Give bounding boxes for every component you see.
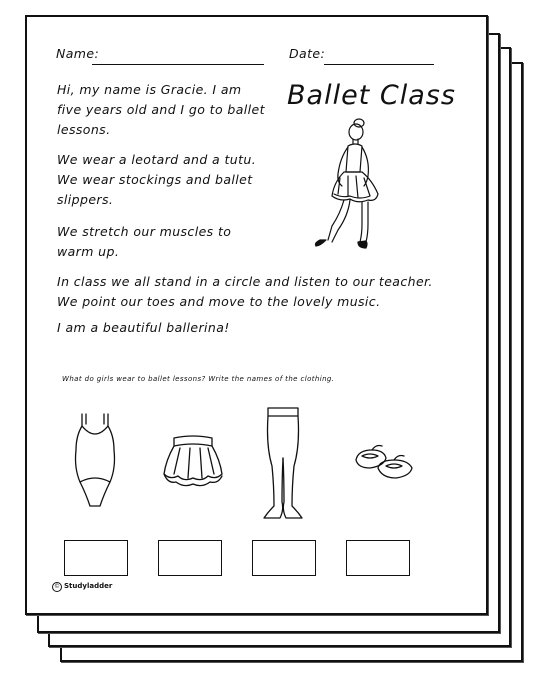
studyladder-logo-text: Studyladder bbox=[64, 582, 113, 590]
answer-box-4[interactable] bbox=[346, 540, 410, 576]
name-label: Name: bbox=[56, 46, 100, 61]
paragraph-line: I am a beautiful ballerina! bbox=[57, 320, 230, 335]
paragraph-line: We wear stockings and ballet bbox=[57, 172, 253, 187]
question-text: What do girls wear to ballet lessons? Write the names of the clothing. bbox=[62, 375, 335, 383]
paragraph-line: We wear a leotard and a tutu. bbox=[57, 152, 257, 167]
paragraph-line: We point our toes and move to the lovely music. bbox=[57, 294, 381, 309]
date-label: Date: bbox=[289, 46, 326, 61]
paragraph-line: five years old and I go to ballet bbox=[57, 102, 265, 117]
name-field-line[interactable] bbox=[92, 64, 264, 65]
ballet-slippers-icon bbox=[352, 442, 416, 482]
ballerina-illustration-icon bbox=[310, 116, 390, 256]
stockings-icon bbox=[258, 406, 308, 522]
paragraph-line: Hi, my name is Gracie. I am bbox=[57, 82, 242, 97]
tutu-icon bbox=[160, 434, 226, 490]
paragraph-line: We stretch our muscles to bbox=[57, 224, 232, 239]
paragraph-line: lessons. bbox=[57, 122, 111, 137]
paragraph-line: warm up. bbox=[57, 244, 120, 259]
paragraph-line: In class we all stand in a circle and listen to our teacher. bbox=[57, 274, 433, 289]
paragraph-line: slippers. bbox=[57, 192, 114, 207]
answer-box-3[interactable] bbox=[252, 540, 316, 576]
answer-box-2[interactable] bbox=[158, 540, 222, 576]
page-title: Ballet Class bbox=[287, 80, 456, 111]
copyright-icon: © bbox=[54, 583, 60, 590]
leotard-icon bbox=[72, 412, 118, 510]
date-field-line[interactable] bbox=[324, 64, 434, 65]
answer-box-1[interactable] bbox=[64, 540, 128, 576]
